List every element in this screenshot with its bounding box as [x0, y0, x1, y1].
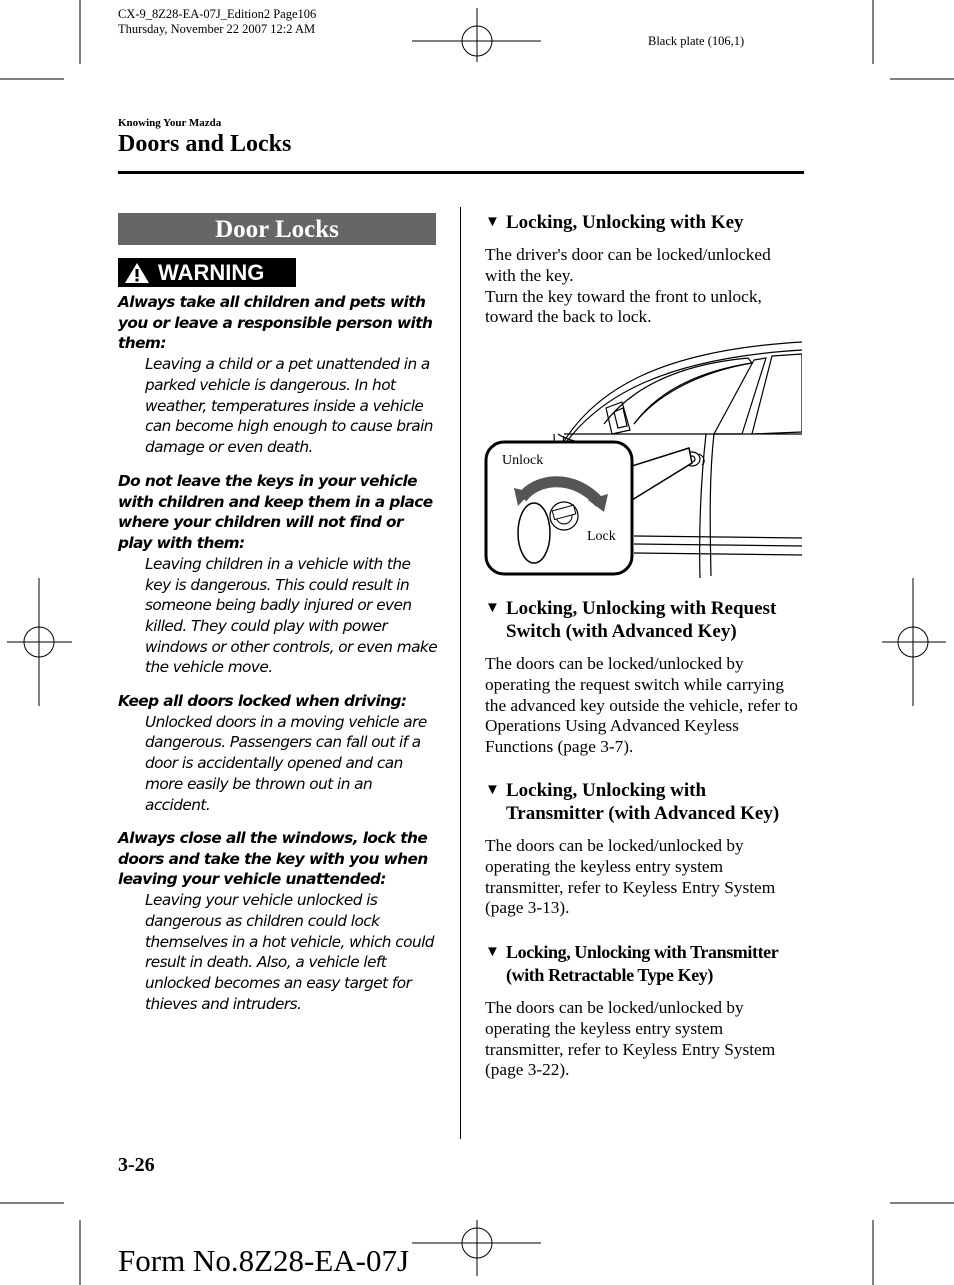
- section-title: Doors and Locks: [118, 131, 292, 157]
- triangle-marker-icon: ▼: [485, 782, 500, 798]
- unlock-label: Unlock: [502, 453, 544, 468]
- lock-label: Lock: [587, 529, 616, 544]
- warning-body: Leaving a child or a pet unattended in a parked vehicle is dangerous. In hot weather, temperatures inside a vehicle can become high enough to cause brain damage or even death.: [145, 355, 433, 456]
- triangle-marker-icon: ▼: [485, 944, 500, 960]
- warning-item: [118, 691, 440, 815]
- subheading-request-switch: ▼ Locking, Unlocking with Request Switch (with Advanced Key): [485, 598, 777, 642]
- paragraph-key: The driver's door can be locked/unlocked with the key. Turn the key toward the front to unlock, toward the back to lock.: [485, 245, 771, 327]
- paragraph-transmitter-retractable: The doors can be locked/unlocked by operating the keyless entry system transmitter, refer to Keyless Entry System (page 3-22).: [485, 998, 776, 1080]
- warning-item: [118, 292, 440, 458]
- print-timestamp: Thursday, November 22 2007 12:2 AM: [118, 22, 316, 36]
- page-number: 3-26: [118, 1154, 155, 1176]
- door-locks-banner: Door Locks: [118, 213, 436, 245]
- print-job-id: CX-9_8Z28-EA-07J_Edition2 Page106: [118, 7, 317, 21]
- warning-item: [118, 471, 440, 678]
- subheading-transmitter-advanced: ▼ Locking, Unlocking with Transmitter (with Advanced Key): [485, 780, 780, 824]
- subheading-key: ▼ Locking, Unlocking with Key: [485, 212, 744, 233]
- warning-body: Unlocked doors in a moving vehicle are dangerous. Passengers can fall out if a door is accidentally opened and can more easily be thrown out in an accident.: [145, 712, 427, 814]
- warning-body: Leaving your vehicle unlocked is dangerous as children could lock themselves in a hot vehicle, which could result in death. Also, a vehicle left unlocked becomes an easy target for thieves and intruders.: [145, 891, 434, 1013]
- door-lock-figure: [484, 338, 802, 578]
- warning-lead: Always close all the windows, lock the doors and take the key with you when leaving your vehicle unattended:: [118, 829, 428, 889]
- paragraph-request-switch: The doors can be locked/unlocked by operating the request switch while carrying the advanced key outside the vehicle, refer to Operations Using Advanced Keyless Functions (page 3-7).: [485, 654, 798, 757]
- warning-body: Leaving children in a vehicle with the key is dangerous. This could result in someone being badly injured or even killed. They could play with power windows or other controls, or even make the vehicle move.: [145, 554, 438, 677]
- warning-lead: Always take all children and pets with you or leave a responsible person with them:: [118, 293, 433, 353]
- warning-badge: [118, 258, 296, 287]
- triangle-marker-icon: ▼: [485, 214, 500, 230]
- warning-item: [118, 828, 440, 1014]
- form-number: Form No.8Z28-EA-07J: [118, 1243, 410, 1278]
- plate-label: Black plate (106,1): [648, 34, 745, 48]
- warning-lead: Keep all doors locked when driving:: [118, 692, 407, 710]
- column-divider: [460, 207, 461, 1139]
- warning-triangle-icon: [124, 262, 150, 284]
- subheading-transmitter-retractable: ▼ Locking, Unlocking with Transmitter (with Retractable Type Key): [485, 942, 779, 985]
- paragraph-transmitter-advanced: The doors can be locked/unlocked by operating the keyless entry system transmitter, refer to Keyless Entry System (page 3-13).: [485, 836, 776, 918]
- triangle-marker-icon: ▼: [485, 600, 500, 616]
- warning-lead: Do not leave the keys in your vehicle with children and keep them in a place where your children will not find or play with them:: [118, 472, 433, 553]
- warning-label: WARNING: [158, 260, 265, 285]
- header-rule: [118, 171, 804, 174]
- chapter-label: Knowing Your Mazda: [118, 117, 222, 129]
